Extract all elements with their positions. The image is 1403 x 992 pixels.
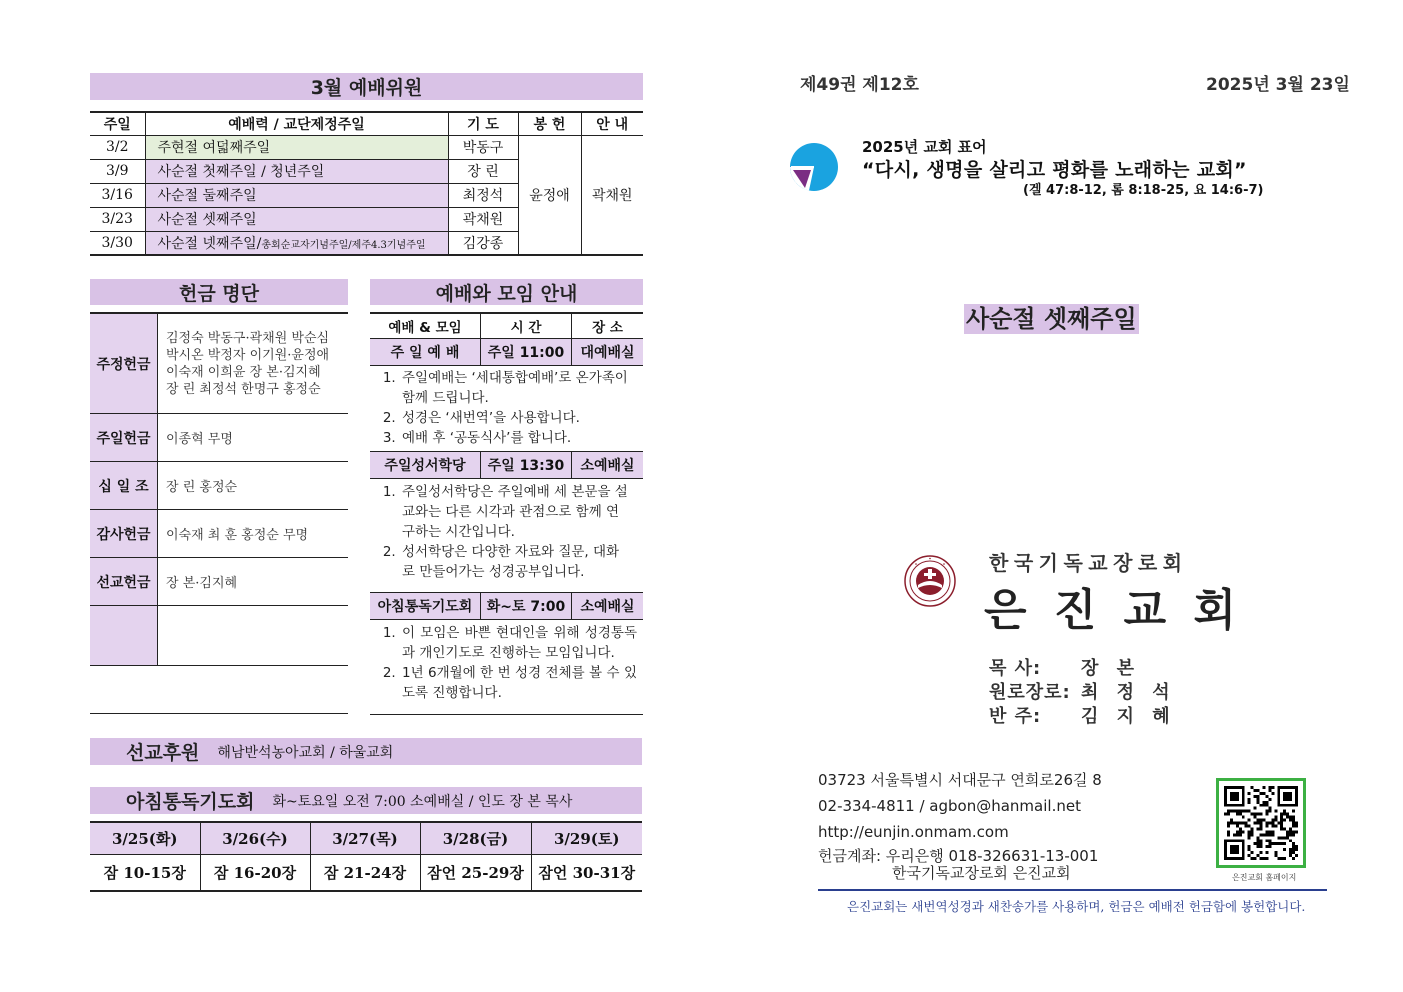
reading-day: 3/29(토) — [531, 822, 642, 854]
row-liturgy: 사순절 둘째주일 — [145, 183, 448, 207]
offering-label: 감사헌금 — [90, 510, 158, 557]
row-prayer: 김강종 — [448, 231, 518, 255]
contact-block — [818, 767, 1102, 845]
meeting-time: 주일 13:30 — [481, 452, 572, 478]
table-row — [90, 510, 348, 558]
row-liturgy: 주현절 여덟째주일 — [145, 135, 448, 159]
offering-names: 장 본·김지혜 — [166, 576, 238, 591]
reading-day: 3/26(수) — [200, 822, 310, 854]
reading-chapter: 잠언 25-29장 — [420, 854, 531, 891]
staff-role: 반 주: — [989, 706, 1042, 727]
footer-note: 은진교회는 새번역성경과 새찬송가를 사용하며, 헌금은 예배전 헌금함에 봉헌합니다. — [847, 899, 1306, 914]
meeting-place: 소예배실 — [580, 458, 635, 474]
col-header-liturgy: 예배력 / 교단제정주일 — [145, 112, 448, 135]
staff-name: 김 지 혜 — [1081, 706, 1176, 727]
col-header-meeting: 예배 & 모임 — [370, 314, 481, 338]
row-liturgy: 사순절 셋째주일 — [145, 207, 448, 231]
staff-list — [989, 657, 1176, 729]
staff-row — [989, 681, 1176, 705]
row-date: 3/30 — [90, 231, 145, 255]
church-seal-icon — [904, 555, 956, 607]
reading-day: 3/28(금) — [420, 822, 531, 854]
church-contact: 02-334-4811 / agbon@hanmail.net — [818, 797, 1081, 815]
motto-text: “다시, 생명을 살리고 평화를 노래하는 교회” — [862, 159, 1247, 181]
table-row — [90, 462, 348, 510]
reading-schedule-table — [90, 821, 642, 892]
row-date: 3/9 — [90, 159, 145, 183]
col-header-prayer: 기 도 — [448, 112, 518, 135]
col-header-time: 시 간 — [481, 314, 572, 338]
reading-chapter: 잠언 30-31장 — [531, 854, 642, 891]
col-header-usher: 안 내 — [581, 112, 643, 135]
row-prayer: 장 린 — [448, 159, 518, 183]
meeting-place: 소예배실 — [580, 599, 635, 615]
staff-row — [989, 705, 1176, 729]
table-row — [90, 135, 643, 159]
footer-rule — [818, 889, 1327, 891]
motto-references: (겔 47:8-12, 롬 8:18-25, 요 14:6-7) — [1023, 183, 1264, 198]
meeting-row-bible-school — [370, 452, 643, 479]
reading-chapters-row — [90, 854, 642, 891]
staff-role: 목 사: — [989, 658, 1042, 679]
mission-support-band — [90, 738, 642, 765]
usher-person: 곽채원 — [581, 135, 643, 255]
worship-committee-title: 3월 예배위원 — [310, 77, 423, 99]
meetings-header-row — [370, 314, 643, 339]
offering-label: 십 일 조 — [90, 462, 158, 509]
table-row — [90, 606, 348, 666]
offering-label: 주일헌금 — [90, 414, 158, 461]
meeting-name: 주일성서학당 — [370, 452, 481, 478]
bulletin-volume: 제49권 제12호 — [800, 75, 919, 95]
mission-support-text: 해남반석농아교회 / 하울교회 — [217, 744, 394, 761]
meeting-name: 주 일 예 배 — [370, 339, 481, 365]
meeting-place: 대예배실 — [580, 345, 635, 361]
worship-committee-band — [90, 73, 643, 100]
reading-day: 3/27(목) — [310, 822, 420, 854]
meeting-row-sunday-worship — [370, 339, 643, 366]
row-date: 3/2 — [90, 135, 145, 159]
row-prayer: 곽채원 — [448, 207, 518, 231]
motto-label: 2025년 교회 표어 — [862, 138, 987, 156]
meeting-name: 아침통독기도회 — [370, 593, 481, 619]
meeting-time: 주일 11:00 — [481, 339, 572, 365]
offering-person: 윤정애 — [518, 135, 581, 255]
reading-chapter: 잠 21-24장 — [310, 854, 420, 891]
row-prayer: 최정석 — [448, 183, 518, 207]
offering-names — [158, 606, 348, 665]
church-name: 은 진 교 회 — [984, 585, 1242, 636]
qr-caption: 은진교회 홈페이지 — [1232, 873, 1297, 882]
offering-list-title: 헌금 명단 — [178, 282, 260, 305]
row-liturgy: 사순절 첫째주일 / 청년주일 — [145, 159, 448, 183]
morning-prayer-title: 아침통독기도회 — [126, 791, 255, 813]
worship-committee-table — [90, 111, 643, 256]
sunday-title: 사순절 셋째주일 — [966, 305, 1137, 333]
offering-names: 이종혁 무명 — [166, 432, 233, 447]
qr-code[interactable] — [1216, 778, 1306, 868]
qr-code-icon — [1224, 786, 1298, 860]
staff-row — [989, 657, 1176, 681]
reading-days-row — [90, 822, 642, 854]
row-date: 3/23 — [90, 207, 145, 231]
meetings-section — [370, 312, 643, 715]
row-prayer: 박동구 — [448, 135, 518, 159]
table-row — [90, 558, 348, 606]
table-row — [90, 414, 348, 462]
offering-label: 주정헌금 — [90, 314, 158, 413]
offering-names: 김정숙 박동구·곽채원 박순심 박시온 박정자 이기원·윤정애 이숙재 이희윤 장 본·김지혜 장 린 최정석 한명구 홍정순 — [166, 331, 330, 397]
offering-list-band — [90, 279, 348, 305]
col-header-place: 장 소 — [592, 320, 623, 336]
motto-logo-icon — [789, 142, 839, 192]
offering-names: 장 린 홍정순 — [166, 480, 238, 495]
meetings-title: 예배와 모임 안내 — [435, 282, 578, 305]
staff-role: 원로장로: — [989, 682, 1071, 703]
mission-support-title: 선교후원 — [126, 742, 200, 764]
account-line-1: 헌금계좌: 우리은행 018-326631-13-001 — [818, 847, 1099, 865]
offering-list-table — [90, 312, 348, 714]
meetings-band — [370, 279, 643, 305]
staff-name: 장 본 — [1081, 658, 1141, 679]
denomination-name: 한국기독교장로회 — [989, 551, 1188, 575]
morning-prayer-text: 화~토요일 오전 7:00 소예배실 / 인도 장 본 목사 — [272, 793, 573, 810]
offering-label — [90, 606, 158, 665]
col-header-date: 주일 — [90, 112, 145, 135]
col-header-offering: 봉 헌 — [518, 112, 581, 135]
reading-chapter: 잠 10-15장 — [90, 854, 200, 891]
morning-prayer-band — [90, 787, 642, 814]
row-liturgy: 사순절 넷째주일/총회순교자기념주일/제주4.3기념주일 — [145, 231, 448, 255]
offering-label: 선교헌금 — [90, 558, 158, 605]
bulletin-date: 2025년 3월 23일 — [1206, 75, 1350, 95]
meeting-notes: 1. 주일성서학당은 주일예배 세 본문을 설교와는 다른 시각과 관점으로 함께 연구하는 시간입니다. 2. 성서학당은 다양한 자료와 질문, 대화로 만들어가는 성경공부입니다. — [370, 479, 643, 593]
table-row — [90, 314, 348, 414]
account-line-2: 한국기독교장로회 은진교회 — [892, 864, 1071, 882]
staff-name: 최 정 석 — [1081, 682, 1176, 703]
meeting-row-morning-prayer — [370, 593, 643, 620]
reading-day: 3/25(화) — [90, 822, 200, 854]
meeting-time: 화~토 7:00 — [481, 593, 572, 619]
meeting-notes: 1. 이 모임은 바쁜 현대인을 위해 성경통독과 개인기도로 진행하는 모임입니다. 2. 1년 6개월에 한 번 성경 전체를 볼 수 있도록 진행합니다. — [370, 620, 643, 714]
offering-blank-row — [90, 666, 348, 714]
row-date: 3/16 — [90, 183, 145, 207]
reading-chapter: 잠 16-20장 — [200, 854, 310, 891]
offering-names: 이숙재 최 훈 홍정순 무명 — [166, 528, 309, 543]
church-address: 03723 서울특별시 서대문구 연희로26길 8 — [818, 771, 1102, 789]
meeting-notes: 1. 주일예배는 ‘세대통합예배’로 온가족이 함께 드립니다. 2. 성경은 ‘새번역’을 사용합니다. 3. 예배 후 ‘공동식사’를 합니다. — [370, 366, 643, 452]
church-website-link[interactable]: http://eunjin.onmam.com — [818, 823, 1009, 841]
